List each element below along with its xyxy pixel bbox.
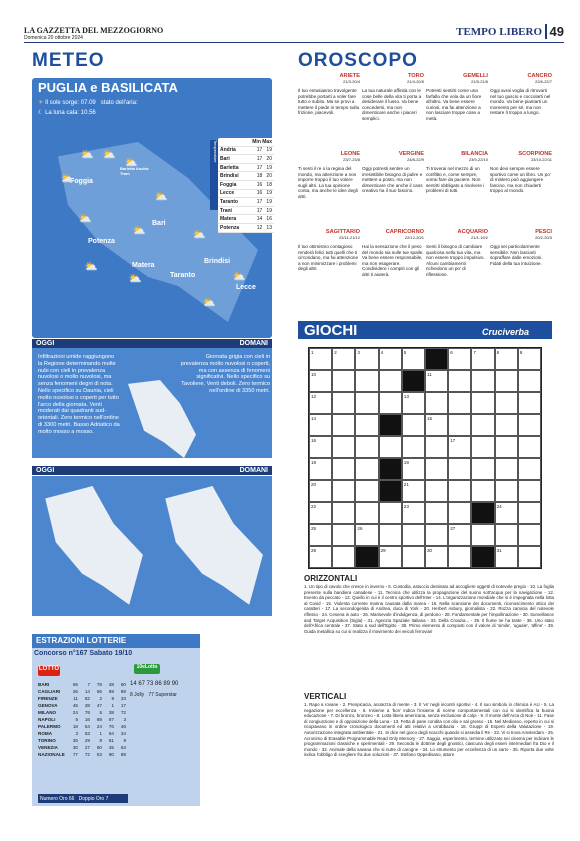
moon-text [38,109,96,116]
crossword-cell[interactable]: 7 [471,348,494,370]
crossword-cell[interactable] [471,392,494,414]
temp-row: Andria 17 19 [220,147,272,154]
lotto-wheel-row: PALERMO 18 54 24 76 46 [38,724,126,729]
crossword-cell[interactable] [495,414,518,436]
crossword-cell[interactable]: 30 [425,546,448,568]
horoscope-sign: CAPRICORNO 22/12-20/1 Hai la sensazione che il peso del mondo sia sulle tue spalle. Va bene essere responsabile, ma non esagerare. Condividere i compiti con gli altri ti aiuterà. [362,229,424,277]
crossword-cell[interactable] [379,524,402,546]
temp-header [218,138,274,147]
crossword-cell[interactable] [448,414,471,436]
crossword-cell[interactable] [379,414,402,436]
crossword-cell[interactable]: 19 [402,458,425,480]
crossword-grid [308,347,542,569]
sunrise-value: Il sole sorge: 07.09 [45,100,96,106]
crossword-cell[interactable] [402,546,425,568]
sun-icon: ☀ [38,100,44,106]
crossword-cell[interactable]: 15 [425,414,448,436]
crossword-cell[interactable]: 10 [309,370,332,392]
crossword-cell[interactable]: 29 [379,546,402,568]
crossword-cell[interactable] [402,370,425,392]
horoscope-sign: SAGITTARIO 23/11-21/12 Il tuo ottimismo contagioso renderà felici tutti quelli che ti circondano, ma fai attenzione a non minimizzare i problemi degli altri. [298,229,360,272]
cloud-sun-icon: ⛅ [128,273,142,285]
crossword-cell[interactable]: 9 [518,348,541,370]
crossword-cell[interactable]: 31 [495,546,518,568]
horoscope-sign: ACQUARIO 21/1-19/2 Senti il bisogno di cambiare qualcosa nella tua vita, ma non essere troppo impulsivo. Alcuni cambiamenti richiedono un po' di riflessione. [426,229,488,277]
issue-date: Domenica 20 ottobre 2024 [24,35,83,41]
crossword-cell[interactable] [471,502,494,524]
crossword-cell[interactable]: 20 [309,480,332,502]
crossword-cell[interactable]: 8 [495,348,518,370]
horoscope-sign: ARIETE 21/3-20/4 Il tuo entusiasmo travolgente potrebbe portarti a voler fare tutto e subito. Ma se provi a mettere il piede in tempo sulla frizione, piacevoli. [298,73,360,116]
crossword-cell[interactable] [332,458,355,480]
crossword-cell[interactable] [495,524,518,546]
crossword-cell[interactable]: 11 [425,370,448,392]
domani-label: DOMANI [239,467,268,474]
lotto-wheel-row: GENOVA 45 38 47 1 17 [38,703,126,708]
city-label: Bari [152,220,166,227]
crossword-cell[interactable] [355,480,378,502]
horoscope-sign: SCORPIONE 23/10-22/11 Non devi sempre essere sportivo come un libro. Un po' di mistero può aggiungere fascino, ma non chiuderti troppo al mondo. [490,151,552,194]
crossword-cell[interactable] [425,436,448,458]
crossword-cell[interactable] [448,480,471,502]
city-label: Taranto [170,272,196,279]
air-state-label: stato dell'aria: [100,100,138,106]
crossword-cell[interactable]: 12 [309,392,332,414]
crossword-cell[interactable] [355,546,378,568]
crossword-cell[interactable] [355,414,378,436]
cruciverba-label: Cruciverba [482,327,530,337]
temperature-axis-label: Temperature [210,140,218,210]
cloud-sun-icon: ⛅ [84,261,98,273]
city-label: Foggia [70,178,93,185]
crossword-cell[interactable]: 26 [355,524,378,546]
crossword-cell[interactable] [471,524,494,546]
temp-row: Bari 17 20 [220,155,272,162]
crossword-cell[interactable] [425,392,448,414]
crossword-cell[interactable]: 5 [402,348,425,370]
crossword-cell[interactable] [379,370,402,392]
crossword-cell[interactable] [495,480,518,502]
crossword-cell[interactable] [355,392,378,414]
crossword-cell[interactable] [425,524,448,546]
min-col: Min [252,138,261,145]
cloud-sun-icon: ⛅ [202,297,216,309]
crossword-cell[interactable] [379,502,402,524]
temp-rows [218,147,274,233]
numero-oro-value: 66 [68,796,75,802]
meteo-heading: METEO [32,50,105,71]
oggi-bar-2 [32,466,272,475]
crossword-cell[interactable]: 6 [448,348,471,370]
crossword-cell[interactable] [332,370,355,392]
crossword-cell[interactable] [518,458,541,480]
cloud-sun-icon: ⛅ [80,149,94,161]
crossword-cell[interactable]: 23 [402,502,425,524]
crossword-cell[interactable] [332,480,355,502]
crossword-cell[interactable] [402,414,425,436]
crossword-cell[interactable] [379,480,402,502]
lotto-wheels [38,681,126,758]
newspaper-title: LA GAZZETTA DEL MEZZOGIORNO [24,26,164,35]
temp-row: Foggia 16 18 [220,181,272,188]
page-number: 49 [545,24,564,39]
crossword-cell[interactable]: 27 [448,524,471,546]
crossword-cell[interactable] [332,524,355,546]
crossword-cell[interactable] [379,458,402,480]
temperature-table [218,138,274,233]
cloud-sun-icon: ⛅ [102,149,116,161]
crossword-cell[interactable] [448,392,471,414]
crossword-cell[interactable] [518,370,541,392]
crossword-cell[interactable] [448,546,471,568]
doppio-oro-label: Doppio Oro [78,796,105,802]
mini-map-oggi [40,486,145,611]
mini-map-domani [160,486,265,611]
crossword-cell[interactable]: 17 [448,436,471,458]
horoscope-sign: BILANCIA 23/9-22/10 Ti troverai nel mezzo di un conflitto e, come sempre, vorrai fare da paciere. Non sentirti obbligato a risolvere i problemi di tutti. [426,151,488,194]
crossword-cell[interactable] [355,502,378,524]
crossword-cell[interactable] [518,392,541,414]
cloud-sun-icon: ⛅ [192,229,206,241]
city-label: Potenza [88,238,115,245]
lotto-wheel-row: BARI 66 7 78 48 60 [38,682,126,687]
crossword-cell[interactable] [379,436,402,458]
city-label: Brindisi [204,258,231,265]
temp-row: Matera 14 16 [220,216,272,223]
crossword-cell[interactable] [379,392,402,414]
crossword-cell[interactable] [448,458,471,480]
forecast-panel-2 [32,476,272,616]
crossword-cell[interactable]: 22 [309,502,332,524]
superstar-value: 77 [148,692,154,698]
crossword-cell[interactable]: 28 [309,546,332,568]
section-title: TEMPO LIBERO [456,26,542,38]
crossword-cell[interactable]: 21 [402,480,425,502]
domani-label: DOMANI [239,340,268,347]
city-label: Barletta Andria Trani [120,166,149,176]
cloud-sun-icon: ⛅ [232,271,246,283]
crossword-cell[interactable] [471,546,494,568]
lotto-wheel-row: MILANO 24 78 5 38 72 [38,710,126,715]
crossword-cell[interactable] [518,414,541,436]
crossword-cell[interactable] [448,502,471,524]
lotto-logo: LOTTO [38,666,60,676]
crossword-cell[interactable] [402,524,425,546]
lotto-wheel-row: ROMA 3 63 1 84 34 [38,731,126,736]
cloud-sun-icon: ⛅ [154,191,168,203]
crossword-cell[interactable] [332,546,355,568]
crossword-cell[interactable] [332,436,355,458]
crossword-cell[interactable] [471,480,494,502]
crossword-cell[interactable] [495,370,518,392]
lotto-wheel-row: NAPOLI 5 16 69 87 3 [38,717,126,722]
temp-row: Brindisi 18 20 [220,173,272,180]
jolly-superstar: 8 Jolly 77 Superstar [130,692,177,698]
orizzontali-clues: 1. Un tipo di cavolo che cresce in inverno - 6. Custodia, astuccio destinato ad accogliere oggetti di notevole pregio - 10. La foglia presente sulla bandiera canadese - 11. Tecnica che utilizza la propagazione del suono sott'acqua per la navigazione - 12. Evento da peccato - 13. Quello in cui è il centro sportivo dell'Inter - 14. L'organizzazione mondiale che si è impegnata nella lotta al Covid - 15. Violenta corrente marina causata dalla marea - 16. Nella scansione dei documenti, riconoscimento ottico dei caratteri - 17. La secondogenita di Andrea, duca di York - 20. Herbert Asbury, giornalista - 22. Rozza camicia del notevole riflesso - 24. Cesena in auto - 26. Marisevole d'indulgenza, di perdono - 28. Fondamentale per l'impollinazione - 30. Surveillance and Target Acquisition (Sigla) - 31. Agenzia Spaziale Italiana - 33. Della Croazia... - 35. Il fiume ne ha tante - 36. Uno stato dell'Africa centrale - 37. Stato a sud dell'Egitto - 38. Primo elemento di composti con il valore di 'simile', 'uguale', 'affine' - 39. Guida metallica su cui si realizza il movimento dei veicoli ferroviari [304,584,554,634]
lotto-wheel-row: FIRENZE 11 82 2 9 33 [38,696,126,701]
horoscope-sign: PESCI 20/2-20/3 Oggi sei particolarmente sensibile. Non lasciarti sopraffare dalle emozioni. Fidati della tua intuizione. [490,229,552,266]
oggi-text: Infiltrazioni umide raggiungono la Regione determinando molte nubi con cieli in prevalenza nuvolosi o molto nuvolosi, ma senza fenomeni degni di nota. Nello specifico su Daunia, cieli molto nuvolosi o coperti per tutto l'arco della giornata. Venti moderati dai quadranti sud-orientali. Zero termico nell'ordine di 3300 metri. Basso Adriatico da molto mosso a mosso. [38,354,120,435]
crossword-cell[interactable] [425,348,448,370]
crossword-cell[interactable] [425,502,448,524]
jolly-value: 8 [130,692,133,698]
city-label: Matera [132,262,155,269]
crossword-cell[interactable] [495,436,518,458]
temp-row: Barletta 17 19 [220,164,272,171]
crossword-cell[interactable]: 2 [332,348,355,370]
crossword-cell[interactable] [332,414,355,436]
horoscope-sign: LEONE 23/7-23/8 Ti senti il re o la regina del mondo, ma attenzione a non imporre troppo il tuo volere sugli altri. La tua opinione conta, ma anche le idee degli altri. [298,151,360,199]
dieci-lotto-logo: 10eLotto [134,664,160,674]
lotto-wheel-row: VENEZIA 30 27 60 45 63 [38,745,126,750]
horoscope-sign: GEMELLI 21/5-21/6 Potresti sentirti come una farfalla che vola da un fiore all'altro. Va bene essere curiosi, ma fai attenzione a non lasciare troppe cose a metà. [426,73,488,121]
doppio-oro-value: 7 [105,796,109,802]
horoscope-grid [298,73,552,305]
city-label: Lecce [236,284,256,291]
oggi-label: OGGI [36,340,55,347]
crossword-cell[interactable] [518,480,541,502]
cloud-sun-icon: ⛅ [78,213,92,225]
crossword-cell[interactable] [355,370,378,392]
verticali-heading: VERTICALI [304,692,347,701]
crossword-cell[interactable] [518,436,541,458]
crossword-cell[interactable]: 25 [309,524,332,546]
temp-row: Trani 17 19 [220,207,272,214]
horoscope-sign: VERGINE 24/8-22/9 Oggi potresti sentire un irresistibile bisogno di pulire e mettere a posto, ma non dimenticare che anche il caos creativo ha il suo fascino. [362,151,424,194]
cloud-sun-icon: ⛅ [132,225,146,237]
moonrise-value: La luna cala: 10.56 [45,110,96,116]
crossword-cell[interactable] [471,370,494,392]
lotto-wheel-row: CAGLIARI 26 14 56 69 89 [38,689,126,694]
crossword-cell[interactable] [518,546,541,568]
sunrise-text [38,99,138,106]
oggi-label: OGGI [36,467,55,474]
crossword-cell[interactable] [332,392,355,414]
cloud-sun-icon: ⛅ [60,173,74,185]
oggi-bar [32,339,272,348]
crossword-cell[interactable]: 3 [355,348,378,370]
giochi-heading: GIOCHI [304,322,358,339]
crossword-cell[interactable]: 13 [402,392,425,414]
crossword-cell[interactable] [402,436,425,458]
crossword-cell[interactable] [471,414,494,436]
moon-icon: ☾ [38,110,44,116]
crossword-cell[interactable] [355,458,378,480]
verticali-clues: 1. Rapo a rovane - 2. Prenpicacia, acutezza di mente - 3. Il 'vs' negli incontri sportivi - 4. Il suo simbolo in chimica è AU - 5. La negazione per eccellenza - 6. Insieme a 'bon' indica l'insieme di norme comportamentali con cui si identifica la buona educazione - 7. Di bronzo, bronzeo - 8. Lotta libera americana, senza esclusione di colpi - 9. Il monte dell'Arca di Noè - 11. Fase di congiunzione e di opposizione della Luna - 13. Fetta di pane condita con olio e sal grosso - 15. Nel Medioevo, reperto in cui si ricopiavano in ordine cronologico documenti ed atti relativi a un'abbazia - 18. Gruppi di Esperti della Valutazione - 19. Autorizzazione integrata ambientale - 21. Si dice nel gioco degli scacchi quando si assedia il Re - 23. Vi si trova Amsterdam - 25. Acronimo di Erasable Programmable Read Only Memory - 27. Saggio, esperimento, termine utilizzato nei cinema per indicare le programmazioni classiche e sperimentali - 29. Seconda le dottrine degli gnostici, ciascuna degli esseri intermediari fra Dio e il mondo - 32. Animale della savana che si nutre di carogne - 34. Lo strumento per eccellenza di un sarto - 35. Riporta due volte indica l'obbligo di scegliere fra due soluzioni - 37. Stefano Oppedisano, attore [304,702,554,758]
horoscope-sign: CANCRO 22/6-22/7 Oggi avrai voglia di ritrovarti nel tuo guscio e coccolarti nel mondo. Va bene piantarti un momento per sé, ma non restare lì troppo a lungo. [490,73,552,116]
horoscope-sign: TORO 21/4-20/5 La tua naturale affinità con le cose belle della vita ti porta a desiderare il lusso. Va bene concedersi, ma non dimenticare anche i piaceri semplici. [362,73,424,121]
temp-row: Potenza 12 13 [220,224,272,231]
crossword-cell[interactable]: 16 [309,436,332,458]
crossword-cell[interactable] [518,524,541,546]
lottery-title: ESTRAZIONI LOTTERIE [32,634,200,648]
temp-row: Taranto 17 19 [220,198,272,205]
crossword-cell[interactable] [471,458,494,480]
crossword-cell[interactable] [448,370,471,392]
numero-oro-row [38,794,128,803]
superenalotto-numbers: 14 67 73 86 89 90 [130,681,179,687]
crossword-cell[interactable] [471,436,494,458]
crossword-cell[interactable] [495,392,518,414]
crossword-cell[interactable]: 1 [309,348,332,370]
header-rule [24,42,564,43]
crossword-cell[interactable] [495,458,518,480]
numero-oro-label: Numero Oro [40,796,68,802]
crossword-cell[interactable]: 24 [495,502,518,524]
lotto-wheel-row: TORINO 35 29 8 61 9 [38,738,126,743]
temp-row: Lecce 16 19 [220,190,272,197]
cloud-sun-icon: ⛅ [124,157,138,169]
crossword-cell[interactable] [332,502,355,524]
domani-text: Giornata grigia con cieli in prevalenza molto nuvolosi o coperti, ma con assenza di fenomeni significativi. Nello specifico su Tavoliere. Venti deboli. Zero termico nell'ordine di 3350 metri. [180,354,270,394]
crossword-cell[interactable]: 18 [309,458,332,480]
crossword-cell[interactable] [355,436,378,458]
crossword-cell[interactable] [425,480,448,502]
crossword-cell[interactable]: 14 [309,414,332,436]
concorso: Concorso n°167 Sabato 19/10 [34,650,133,657]
orizzontali-heading: ORIZZONTALI [304,574,358,583]
crossword-cell[interactable] [518,502,541,524]
oroscopo-heading: OROSCOPO [298,50,418,71]
region-title: PUGLIA e BASILICATA [38,80,178,95]
max-col: Max [262,138,272,145]
crossword-cell[interactable]: 4 [379,348,402,370]
lotto-wheel-row: NAZIONALE 77 72 53 90 89 [38,752,126,757]
crossword-cell[interactable] [425,458,448,480]
